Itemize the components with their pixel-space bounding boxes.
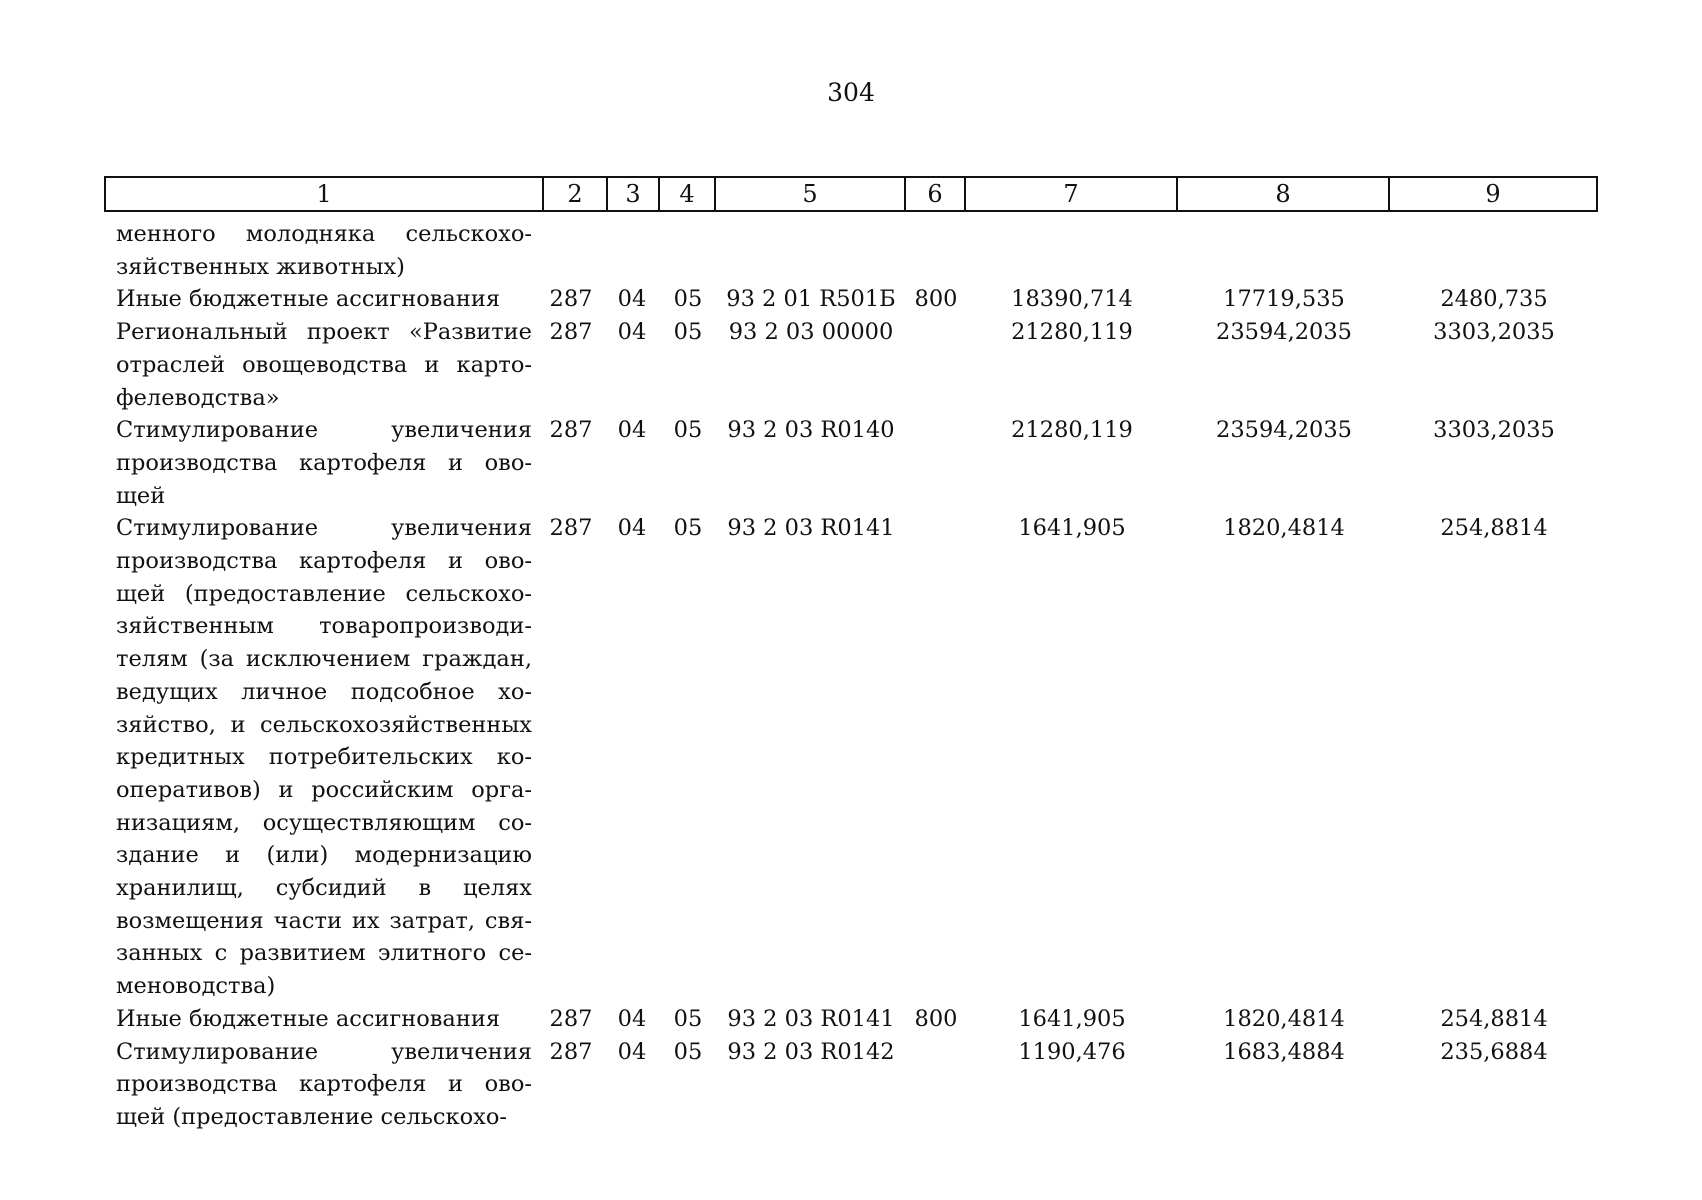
row-code-2: 287 <box>549 417 593 444</box>
row-value-8: 23594,2035 <box>1216 319 1352 346</box>
table-row <box>0 1036 1702 1134</box>
row-value-7: 21280,119 <box>1011 417 1133 444</box>
row-code-4: 05 <box>673 1005 703 1032</box>
row-value-9: 254,8814 <box>1440 1005 1548 1032</box>
column-header-1: 1 <box>105 177 543 211</box>
row-value-7: 18390,714 <box>1011 286 1133 313</box>
row-code-4: 05 <box>673 417 703 444</box>
row-name: Стимулирование увеличения производства картофеля и ово-щей <box>116 417 532 509</box>
row-code-3: 04 <box>617 1005 647 1032</box>
row-value-8: 17719,535 <box>1223 286 1345 313</box>
row-code-4: 05 <box>673 319 703 346</box>
row-value-7: 21280,119 <box>1011 319 1133 346</box>
row-value-9: 254,8814 <box>1440 515 1548 542</box>
row-code-4: 05 <box>673 1038 703 1065</box>
row-code-3: 04 <box>617 417 647 444</box>
column-header-8: 8 <box>1177 177 1389 211</box>
row-value-9: 2480,735 <box>1440 286 1548 313</box>
row-value-7: 1190,476 <box>1018 1038 1126 1065</box>
row-code-5: 93 2 03 R0141 <box>727 1005 895 1032</box>
row-name: Региональный проект «Развитие отраслей овощеводства и карто-фелеводства» <box>116 319 532 411</box>
row-code-4: 05 <box>673 286 703 313</box>
row-code-2: 287 <box>549 1005 593 1032</box>
row-code-6: 800 <box>914 286 958 313</box>
table-row <box>0 1003 1702 1036</box>
row-name: Стимулирование увеличения производства картофеля и ово-щей (предоставление сельскохо-зяйственным товаропроизводи-телям (за исключением граждан, ведущих личное подсобное хо-зяйство, и сельскохозяйственных кредитных потребительских ко-оперативов) и российским орга-низациям, осуществляющим со-здание и (или) модернизацию хранилищ, субсидий в целях возмещения части их затрат, свя-занных с развитием элитного се-меноводства) <box>116 515 532 1000</box>
column-header-6: 6 <box>905 177 965 211</box>
row-value-7: 1641,905 <box>1018 515 1126 542</box>
row-code-3: 04 <box>617 286 647 313</box>
row-code-3: 04 <box>617 515 647 542</box>
column-header-7: 7 <box>965 177 1177 211</box>
table-body <box>0 218 1702 1134</box>
row-code-3: 04 <box>617 319 647 346</box>
row-code-6: 800 <box>914 1005 958 1032</box>
row-value-7: 1641,905 <box>1018 1005 1126 1032</box>
table-row <box>0 283 1702 316</box>
row-code-5: 93 2 01 R501Б <box>726 286 896 313</box>
row-value-9: 3303,2035 <box>1433 417 1555 444</box>
row-value-9: 3303,2035 <box>1433 319 1555 346</box>
row-name: менного молодняка сельскохо-зяйственных животных) <box>116 221 532 280</box>
table-row <box>0 316 1702 414</box>
row-name: Иные бюджетные ассигнования <box>116 1005 501 1032</box>
row-code-4: 05 <box>673 515 703 542</box>
row-name: Иные бюджетные ассигнования <box>116 286 501 313</box>
row-value-8: 1820,4814 <box>1223 1005 1345 1032</box>
row-code-2: 287 <box>549 286 593 313</box>
table-row <box>0 218 1702 283</box>
row-value-8: 1820,4814 <box>1223 515 1345 542</box>
row-code-2: 287 <box>549 515 593 542</box>
row-code-5: 93 2 03 R0140 <box>727 417 895 444</box>
row-code-3: 04 <box>617 1038 647 1065</box>
column-header-3: 3 <box>607 177 659 211</box>
row-value-9: 235,6884 <box>1440 1038 1548 1065</box>
row-code-5: 93 2 03 00000 <box>728 319 894 346</box>
row-code-5: 93 2 03 R0141 <box>727 515 895 542</box>
row-value-8: 1683,4884 <box>1223 1038 1345 1065</box>
row-code-2: 287 <box>549 319 593 346</box>
column-header-4: 4 <box>659 177 715 211</box>
row-code-5: 93 2 03 R0142 <box>727 1038 895 1065</box>
table-row <box>0 512 1702 1003</box>
column-header-9: 9 <box>1389 177 1597 211</box>
table-header <box>104 176 1598 212</box>
row-name: Стимулирование увеличения производства картофеля и ово-щей (предоставление сельскохо- <box>116 1038 532 1130</box>
column-header-5: 5 <box>715 177 905 211</box>
row-value-8: 23594,2035 <box>1216 417 1352 444</box>
table-row <box>0 414 1702 512</box>
page-number: 304 <box>827 78 875 107</box>
column-header-2: 2 <box>543 177 607 211</box>
row-code-2: 287 <box>549 1038 593 1065</box>
